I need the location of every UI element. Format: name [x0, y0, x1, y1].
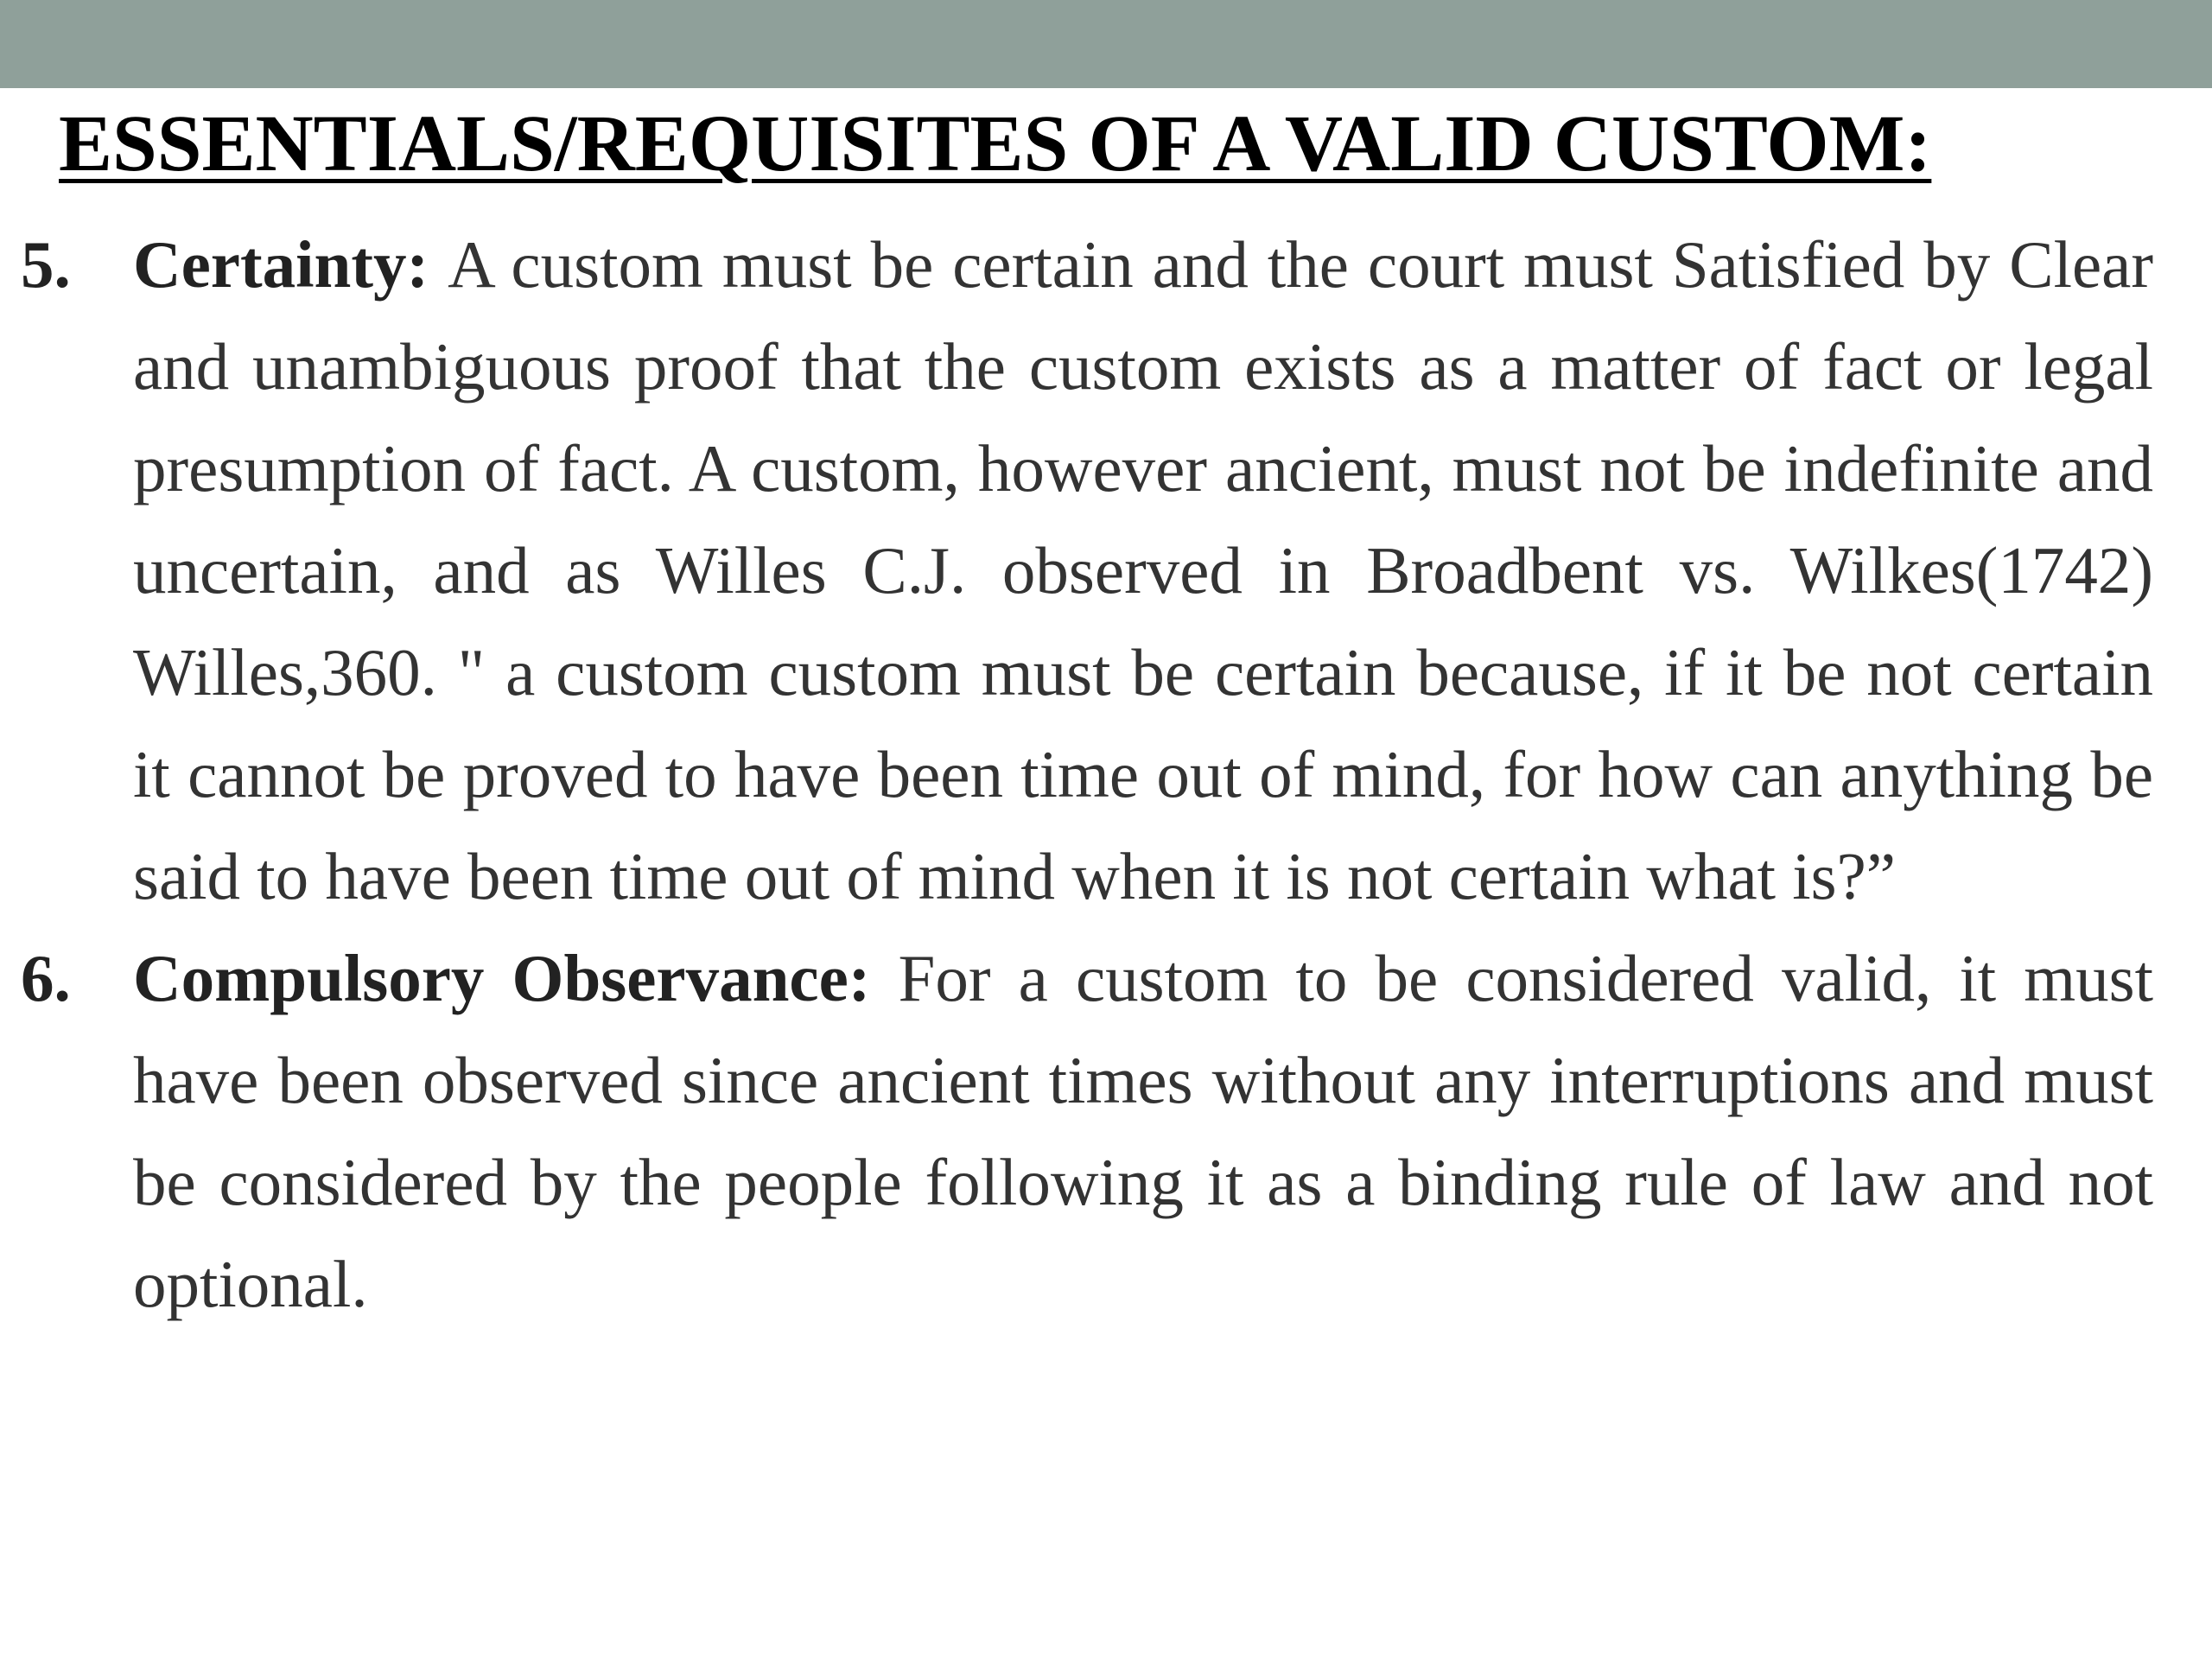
list-item-certainty — [0, 213, 2153, 927]
top-banner — [0, 0, 2212, 88]
slide-title: ESSENTIALS/REQUISITES OF A VALID CUSTOM: — [59, 99, 1932, 188]
item-heading: Compulsory Observance: — [133, 941, 899, 1015]
item-text: For a custom to be considered valid, it must have been observed since ancient times without any interruptions and must be considered by the people following it as a binding rule of law and not optional. — [133, 941, 2153, 1321]
requisites-list — [0, 213, 2212, 1335]
item-heading: Certainty: — [133, 227, 448, 302]
item-number: 5. — [21, 227, 71, 302]
item-text: A custom must be certain and the court must Satisfied by Clear and unambiguous proof that the custom exists as a matter of fact or legal presumption of fact. A custom, however ancient, must not be indefinite and uncertain, and as Willes C.J. observed in Broadbent vs. Wilkes(1742) Willes,360. " a custom custom must be certain because, if it be not certain it cannot be proved to have been time out of mind, for how can anything be said to have been time out of mind when it is not certain what is?” — [133, 227, 2153, 913]
list-item-compulsory-observance — [0, 927, 2153, 1335]
item-number: 6. — [21, 941, 71, 1015]
